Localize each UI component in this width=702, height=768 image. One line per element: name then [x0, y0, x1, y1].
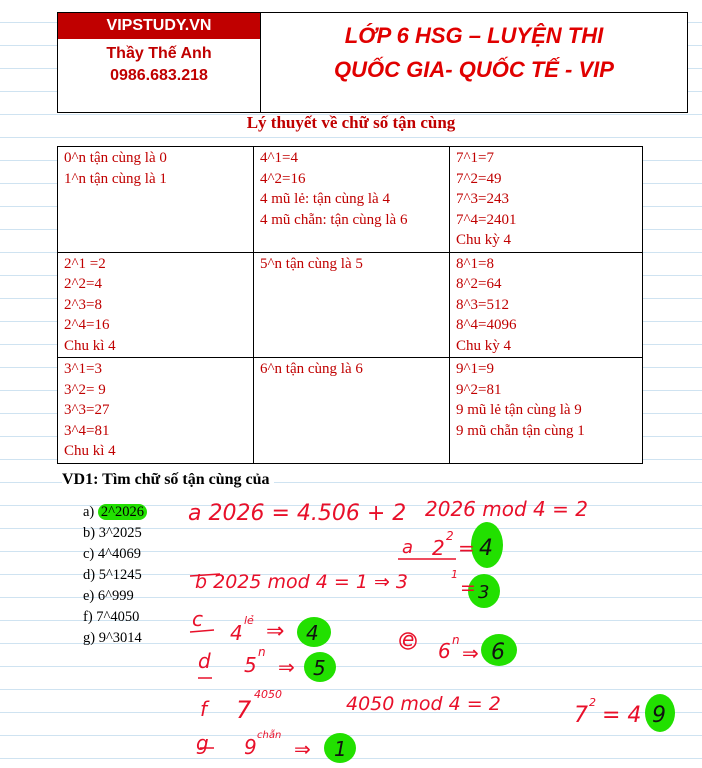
item-letter: g) [83, 630, 96, 646]
note-g-arrow: ⇒ [294, 737, 311, 761]
cell-line: 3^4=81 [64, 422, 110, 439]
cell-line: 8^1=8 [456, 255, 494, 272]
note-e-label: e [402, 627, 415, 651]
cell-line: 9 mũ chẵn tận cùng 1 [456, 422, 585, 439]
item-letter: f) [83, 609, 93, 625]
item-letter: a) [83, 504, 95, 520]
cell-line: 7^4=2401 [456, 211, 517, 228]
note-a-exp: 2 [446, 529, 454, 543]
item-letter: c) [83, 546, 95, 562]
item-letter: e) [83, 588, 95, 604]
cell-line: 3^2= 9 [64, 381, 106, 398]
header-title-line1: LỚP 6 HSG – LUYỆN THI [344, 23, 604, 48]
cell-line: 8^3=512 [456, 296, 509, 313]
note-d-label: d [198, 649, 211, 673]
note-f-exp: 4050 [254, 688, 282, 701]
answer-f: 9 [652, 703, 666, 728]
red-ink-notes [188, 497, 641, 761]
teacher-name: Thầy Thế Anh [106, 45, 212, 62]
cell-line: 4 mũ lẻ: tận cùng là 4 [260, 191, 390, 207]
item-expr: 9^3014 [98, 630, 142, 646]
note-mod-a: 2026 mod 4 = 2 [425, 497, 588, 521]
note-a-label: a [402, 537, 414, 558]
cell-line: 2^2=4 [64, 276, 102, 292]
cell-line: 2^3=8 [64, 296, 102, 313]
note-b-exp: 1 [451, 568, 458, 581]
note-b-eq: = [460, 577, 476, 599]
cell-line: Chu kì 4 [64, 337, 116, 354]
cell-line: 3^3=27 [64, 402, 110, 418]
cell-line: 6^n tận cùng là 6 [260, 361, 363, 377]
note-c-label: c [192, 607, 203, 631]
example-title: VD1: Tìm chữ số tận cùng của [62, 471, 274, 489]
note-c-base: 4 [230, 621, 243, 645]
cell-line: 8^2=64 [456, 276, 502, 292]
note-d-exp: n [258, 645, 266, 659]
note-c-exp: lẻ [244, 614, 254, 627]
note-line-b: b 2025 mod 4 = 1 ⇒ 3 [195, 571, 408, 593]
answer-a: 4 [479, 536, 493, 561]
note-f-pow-exp: 2 [589, 696, 596, 709]
note-g-base: 9 [244, 735, 257, 759]
note-e-arrow: ⇒ [462, 641, 479, 665]
cell-line: 2^1 =2 [64, 255, 106, 272]
item-letter: b) [83, 525, 96, 541]
cell-line: 7^1=7 [456, 150, 494, 166]
cell-line: 4^1=4 [260, 150, 298, 166]
note-line-a: a 2026 = 4.506 + 2 [188, 501, 407, 526]
cell-line: Chu kỳ 4 [456, 232, 512, 248]
cell-line: Chu kỳ 4 [456, 337, 512, 354]
header-title-line2: QUỐC GIA- QUỐC TẾ - VIP [334, 57, 614, 82]
cell-line: 3^1=3 [64, 361, 102, 377]
note-a-eq: = [458, 536, 475, 560]
item-expr: 4^4069 [97, 546, 141, 562]
answer-g: 1 [334, 737, 347, 761]
cell-line: 9^2=81 [456, 381, 502, 398]
note-f-mod: 4050 mod 4 = 2 [346, 693, 501, 715]
item-expr: 3^2025 [98, 525, 142, 541]
answer-b: 3 [478, 582, 490, 603]
note-g-exp: chẵn [257, 730, 282, 741]
cell-line: 8^4=4096 [456, 317, 517, 333]
answer-c: 4 [306, 621, 319, 645]
item-letter: d) [83, 567, 96, 583]
note-f-pow: 7 [574, 703, 588, 728]
cell-line: 0^n tận cùng là 0 [64, 150, 167, 166]
note-g-label: g [196, 731, 209, 755]
cell-line: 4 mũ chẵn: tận cùng là 6 [260, 211, 408, 228]
phone-number: 0986.683.218 [110, 67, 208, 84]
cell-line: 2^4=16 [64, 317, 110, 333]
brand-name: VIPSTUDY.VN [58, 13, 260, 39]
note-d-base: 5 [244, 653, 257, 677]
cell-line: 4^2=16 [260, 170, 306, 187]
answer-d: 5 [313, 656, 326, 680]
note-f-label: f [200, 697, 208, 721]
cell-line: 9^1=9 [456, 361, 494, 377]
item-expr: 6^999 [97, 588, 134, 604]
note-a-pow: 2 [432, 536, 445, 560]
cell-line: 9 mũ lẻ tận cùng là 9 [456, 402, 582, 418]
item-expr: 7^4050 [96, 609, 140, 625]
note-f-base: 7 [236, 696, 252, 724]
cell-line: 1^n tận cùng là 1 [64, 170, 167, 187]
note-d-arrow: ⇒ [278, 655, 295, 679]
note-f-eq: = 4 [602, 703, 642, 728]
note-e-base: 6 [438, 639, 451, 663]
item-expr-highlighted: 2^2026 [98, 504, 147, 520]
item-expr: 5^1245 [98, 567, 142, 583]
cell-line: 7^3=243 [456, 191, 509, 207]
answer-e: 6 [491, 640, 505, 665]
doc-title: Lý thuyết về chữ số tận cùng [246, 113, 456, 132]
note-c-arrow: ⇒ [266, 619, 285, 644]
cell-line: 7^2=49 [456, 170, 502, 187]
cell-line: Chu kì 4 [64, 443, 116, 459]
cell-line: 5^n tận cùng là 5 [260, 255, 363, 272]
note-e-exp: n [452, 633, 460, 647]
